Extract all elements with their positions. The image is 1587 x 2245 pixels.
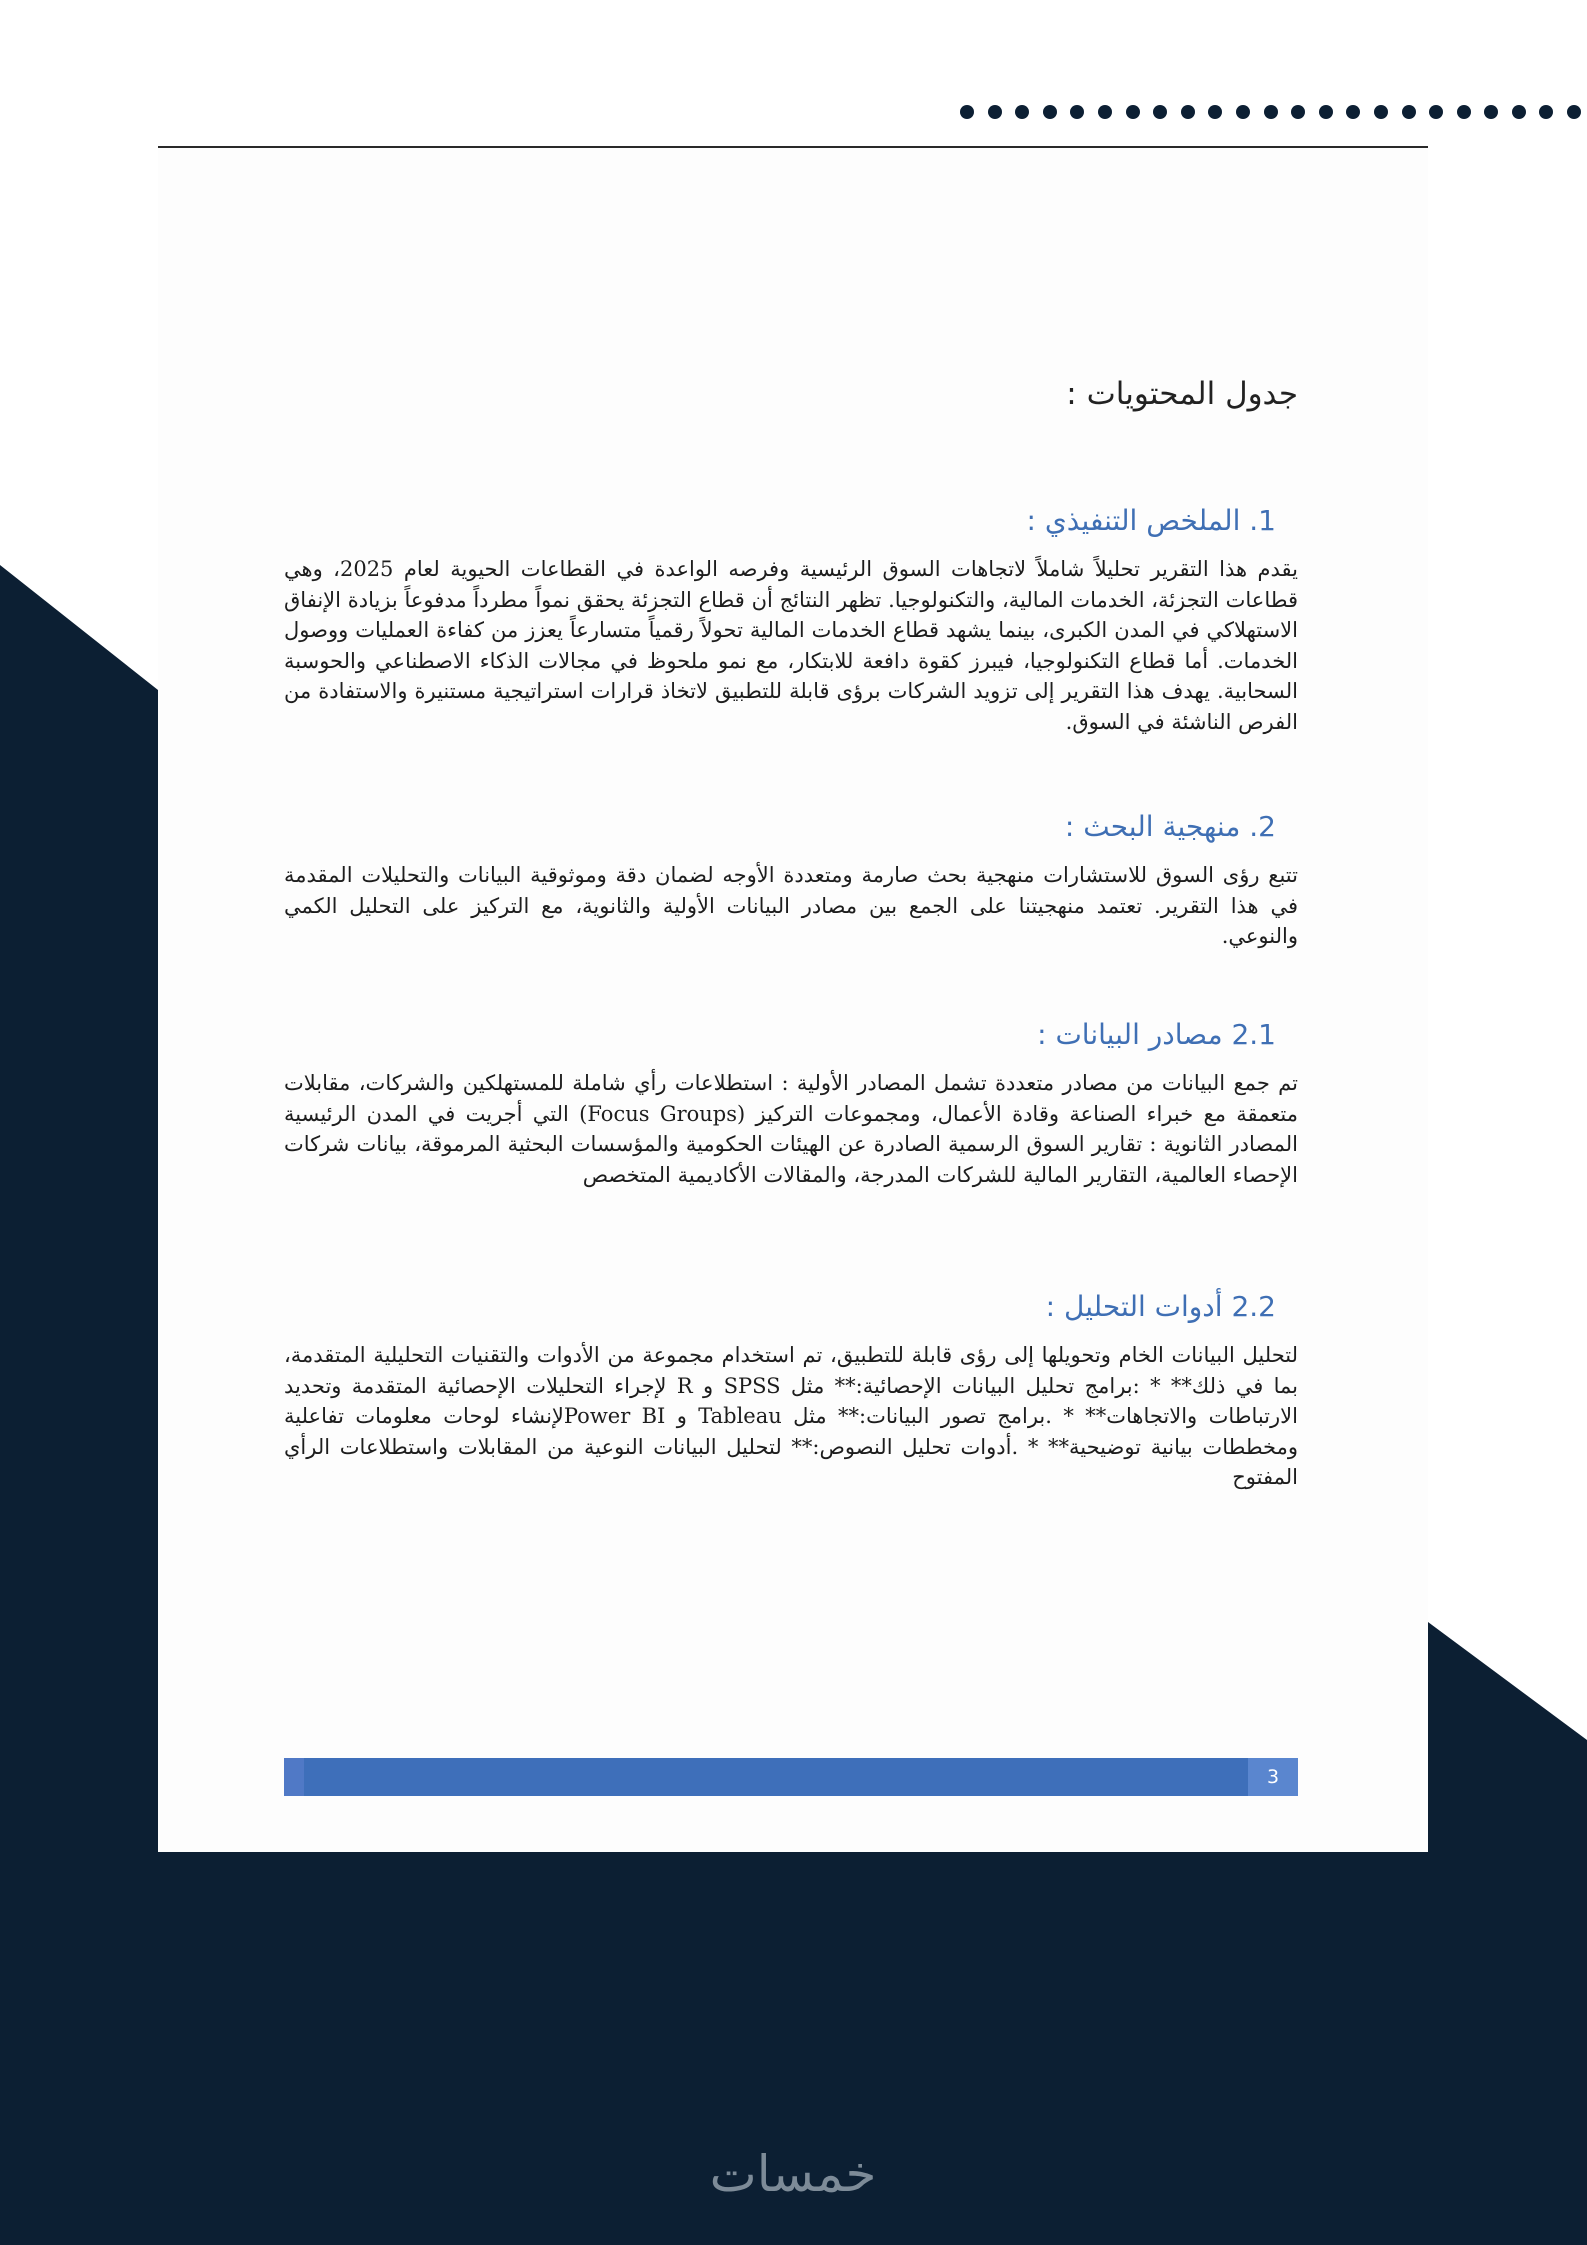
section-body: تتبع رؤى السوق للاستشارات منهجية بحث صارمة ومتعددة الأوجه لضمان دقة وموثوقية البيانات والتحليلات المقدمة في هذا التقرير. تعتمد منهجيتنا على الجمع بين مصادر البيانات الأولية والثانوية، مع التركيز على التحليل الكمي والنوعي. [284, 863, 1298, 948]
section-executive-summary [284, 504, 1298, 737]
section-heading: 2.2 أدوات التحليل : [1045, 1290, 1276, 1323]
page-number: 3 [1248, 1758, 1298, 1796]
toc-title: جدول المحتويات : [1066, 376, 1298, 412]
section-data-sources [284, 1018, 1298, 1190]
khamsat-logo: خمسات [709, 2145, 877, 2203]
page-footer-bar [284, 1758, 1298, 1796]
decorative-dot-row [960, 105, 1587, 131]
section-heading: 2.1 مصادر البيانات : [1037, 1018, 1276, 1051]
section-analysis-tools [284, 1290, 1298, 1493]
section-body: يقدم هذا التقرير تحليلاً شاملاً لاتجاهات السوق الرئيسية وفرصه الواعدة في القطاعات الحيوية لعام 2025، وهي قطاعات التجزئة، الخدمات المالية، والتكنولوجيا. تظهر النتائج أن قطاع التجزئة يحقق نمواً مطرداً مدفوعاً بزيادة الإنفاق الاستهلاكي في المدن الكبرى، بينما يشهد قطاع الخدمات المالية تحولاً رقمياً متسارعاً يعزز من كفاءة العمليات ووصول الخدمات. أما قطاع التكنولوجيا، فيبرز كقوة دافعة للابتكار، مع نمو ملحوظ في مجالات الذكاء الاصطناعي والحوسبة السحابية. يهدف هذا التقرير إلى تزويد الشركات برؤى قابلة للتطبيق لاتخاذ قرارات استراتيجية مستنيرة والاستفادة من الفرص الناشئة في السوق. [284, 557, 1299, 734]
section-body: لتحليل البيانات الخام وتحويلها إلى رؤى قابلة للتطبيق، تم استخدام مجموعة من الأدوات والتقنيات التحليلية المتقدمة، بما في ذلك** * :برامج تحليل البيانات الإحصائية:** مثل SPSS و R لإجراء التحليلات الإحصائية المتقدمة وتحديد الارتباطات والاتجاهات** * .برامج تصور البيانات:** مثل Tableau و Power BIلإنشاء لوحات معلومات تفاعلية ومخططات بيانية توضيحية** * .أدوات تحليل النصوص:** لتحليل البيانات النوعية من المقابلات واستطلاعات الرأي المفتوح [284, 1343, 1299, 1489]
section-heading: 1. الملخص التنفيذي : [1026, 504, 1276, 537]
document-page [158, 148, 1428, 1852]
section-body: تم جمع البيانات من مصادر متعددة تشمل المصادر الأولية : استطلاعات رأي شاملة للمستهلكين والشركات، مقابلات متعمقة مع خبراء الصناعة وقادة الأعمال، ومجموعات التركيز (Focus Groups) التي أجريت في المدن الرئيسية المصادر الثانوية : تقارير السوق الرسمية الصادرة عن الهيئات الحكومية والمؤسسات البحثية المرموقة، بيانات شركات الإحصاء العالمية، التقارير المالية للشركات المدرجة، والمقالات الأكاديمية المتخصص [284, 1071, 1298, 1187]
section-heading: 2. منهجية البحث : [1064, 810, 1276, 843]
section-research-methodology [284, 810, 1298, 952]
